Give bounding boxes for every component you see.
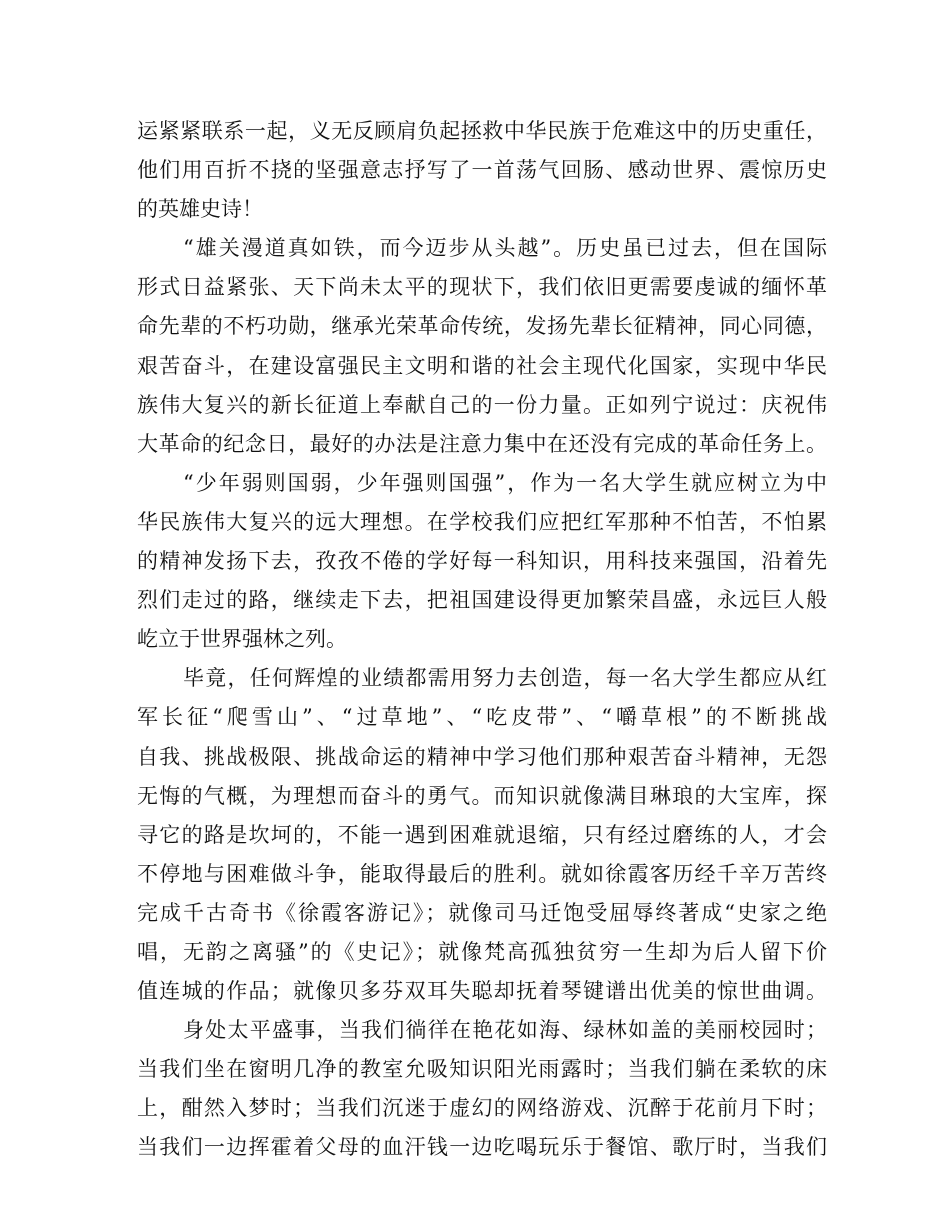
text-line: 华民族伟大复兴的远大理想。在学校我们应把红军那种不怕苦，不怕累 <box>137 509 827 534</box>
text-line: 的精神发扬下去，孜孜不倦的学好每一科知识，用科技来强国，沿着先 <box>137 549 827 574</box>
text-line: 身处太平盛事，当我们徜徉在艳花如海、绿林如盖的美丽校园时； <box>183 1018 827 1043</box>
text-line: 不停地与困难做斗争，能取得最后的胜利。就如徐霞客历经千辛万苦终 <box>137 861 827 886</box>
text-line: 形式日益紧张、天下尚未太平的现状下，我们依旧更需要虔诚的缅怀革 <box>137 275 827 300</box>
text-line: 军长征“爬雪山”、“过草地”、“吃皮带”、“嚼草根”的不断挑战 <box>137 705 827 730</box>
text-line: “雄关漫道真如铁，而今迈步从头越”。历史虽已过去，但在国际 <box>183 236 827 261</box>
text-line: 唱，无韵之离骚”的《史记》；就像梵高孤独贫穷一生却为后人留下价 <box>137 939 827 964</box>
text-line: 命先辈的不朽功勋，继承光荣革命传统，发扬先辈长征精神，同心同德， <box>137 314 827 339</box>
text-line: 值连城的作品；就像贝多芬双耳失聪却抚着琴键谱出优美的惊世曲调。 <box>137 979 827 1004</box>
text-line: 当我们一边挥霍着父母的血汗钱一边吃喝玩乐于餐馆、歌厅时，当我们 <box>137 1135 827 1160</box>
body-text <box>137 112 827 1168</box>
text-line: 族伟大复兴的新长征道上奉献自己的一份力量。正如列宁说过：庆祝伟 <box>137 392 827 417</box>
text-line: 自我、挑战极限、挑战命运的精神中学习他们那种艰苦奋斗精神，无怨 <box>137 744 827 769</box>
text-line: 寻它的路是坎坷的，不能一遇到困难就退缩，只有经过磨练的人，才会 <box>137 822 827 847</box>
text-line: 艰苦奋斗，在建设富强民主文明和谐的社会主现代化国家，实现中华民 <box>137 353 827 378</box>
text-line: 无悔的气概，为理想而奋斗的勇气。而知识就像满目琳琅的大宝库，探 <box>137 783 827 808</box>
text-line: 上，酣然入梦时；当我们沉迷于虚幻的网络游戏、沉醉于花前月下时； <box>137 1096 827 1121</box>
text-line: 运紧紧联系一起，义无反顾肩负起拯救中华民族于危难这中的历史重任， <box>137 119 827 143</box>
text-line: 屹立于世界强林之列。 <box>137 627 347 652</box>
text-line: 的英雄史诗！ <box>137 197 263 222</box>
text-line: 当我们坐在窗明几净的教室允吸知识阳光雨露时；当我们躺在柔软的床 <box>137 1057 827 1082</box>
text-line: 完成千古奇书《徐霞客游记》；就像司马迁饱受屈辱终著成“史家之绝 <box>137 900 827 925</box>
text-line: 烈们走过的路，继续走下去，把祖国建设得更加繁荣昌盛，永远巨人般 <box>137 588 827 613</box>
text-line: “少年弱则国弱，少年强则国强”，作为一名大学生就应树立为中 <box>183 470 827 495</box>
text-line: 大革命的纪念日，最好的办法是注意力集中在还没有完成的革命任务上。 <box>137 431 827 456</box>
text-line: 他们用百折不挠的坚强意志抒写了一首荡气回肠、感动世界、震惊历史 <box>137 158 827 183</box>
text-line: 毕竟，任何辉煌的业绩都需用努力去创造，每一名大学生都应从红 <box>183 666 827 691</box>
